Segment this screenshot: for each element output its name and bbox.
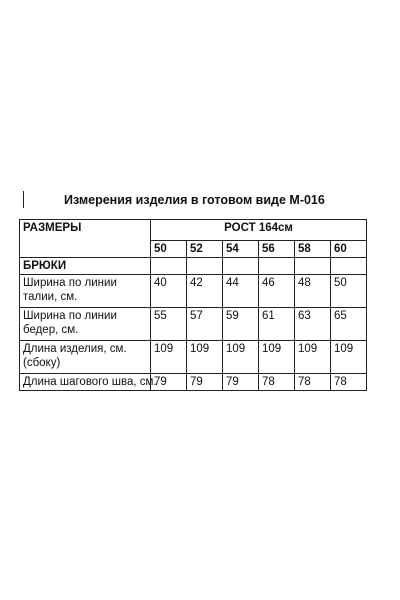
measurements-table: [19, 219, 367, 391]
row-label: Длина изделия, см.(сбоку): [20, 341, 151, 374]
value-cell: 55: [151, 308, 187, 341]
value-cell: 65: [331, 308, 367, 341]
value-cell: 44: [223, 275, 259, 308]
table-row: [20, 275, 367, 308]
value-cell: 79: [151, 374, 187, 391]
height-header: РОСТ 164см: [151, 220, 367, 241]
value-cell: 46: [259, 275, 295, 308]
empty-cell: [223, 258, 259, 275]
section-row: [20, 258, 367, 275]
value-cell: 109: [151, 341, 187, 374]
row-label: Ширина по линии бедер, см.: [20, 308, 151, 341]
value-cell: 78: [331, 374, 367, 391]
table-row: [20, 308, 367, 341]
value-cell: 63: [295, 308, 331, 341]
value-cell: 78: [295, 374, 331, 391]
empty-cell: [187, 258, 223, 275]
size-cell: 50: [151, 241, 187, 258]
size-cell: 60: [331, 241, 367, 258]
value-cell: 109: [331, 341, 367, 374]
value-cell: 57: [187, 308, 223, 341]
document-title: Измерения изделия в готовом виде М-016: [64, 193, 325, 207]
empty-cell: [151, 258, 187, 275]
table-header-row: [20, 220, 367, 241]
size-cell: 52: [187, 241, 223, 258]
value-cell: 109: [259, 341, 295, 374]
empty-cell: [295, 258, 331, 275]
empty-cell: [259, 258, 295, 275]
value-cell: 61: [259, 308, 295, 341]
size-cell: 56: [259, 241, 295, 258]
sizes-header: РАЗМЕРЫ: [20, 220, 151, 258]
value-cell: 78: [259, 374, 295, 391]
value-cell: 109: [223, 341, 259, 374]
size-cell: 54: [223, 241, 259, 258]
value-cell: 109: [187, 341, 223, 374]
value-cell: 109: [295, 341, 331, 374]
size-cell: 58: [295, 241, 331, 258]
empty-cell: [331, 258, 367, 275]
row-label: Ширина по линии талии, см.: [20, 275, 151, 308]
table-row: [20, 341, 367, 374]
section-label: БРЮКИ: [20, 258, 151, 275]
value-cell: 42: [187, 275, 223, 308]
value-cell: 50: [331, 275, 367, 308]
value-cell: 59: [223, 308, 259, 341]
value-cell: 48: [295, 275, 331, 308]
value-cell: 40: [151, 275, 187, 308]
value-cell: 79: [223, 374, 259, 391]
row-label: Длина шагового шва, см.: [20, 374, 151, 391]
margin-mark: [23, 191, 24, 208]
table-row: [20, 374, 367, 391]
value-cell: 79: [187, 374, 223, 391]
